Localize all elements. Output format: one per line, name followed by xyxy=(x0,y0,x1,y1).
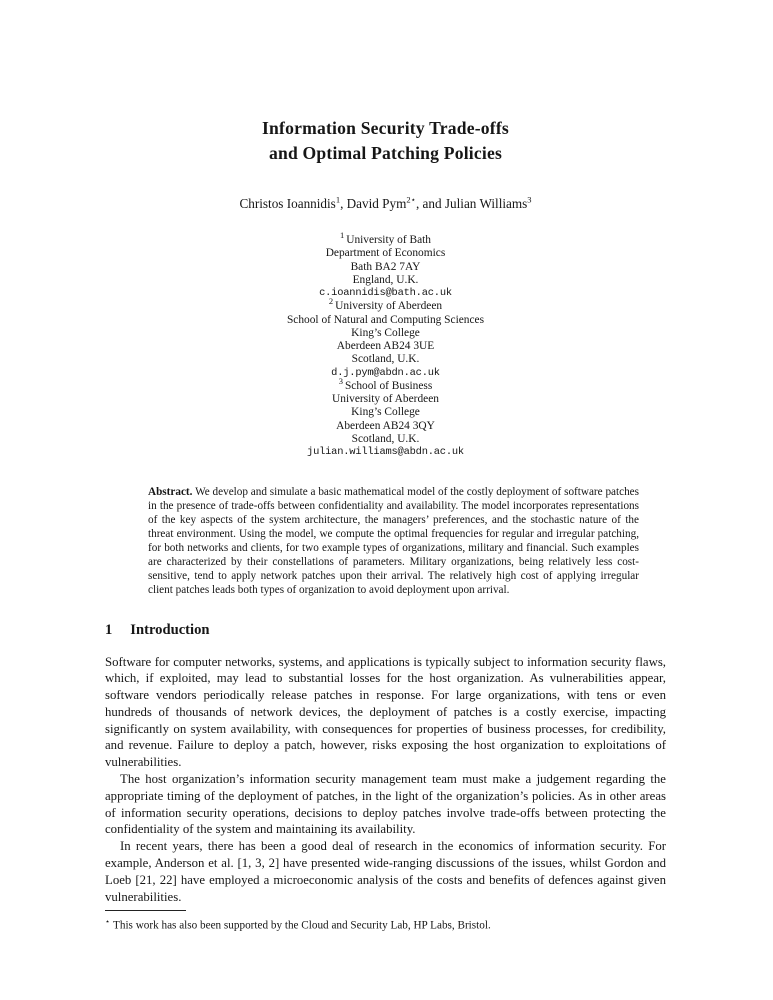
affiliation-line: $^2$ University of Aberdeen xyxy=(328,296,443,313)
body-text xyxy=(105,654,666,906)
author: Christos Ioannidis$^1$, xyxy=(239,194,347,211)
paper-title xyxy=(105,116,666,166)
affiliation-line: Scotland, U.K. xyxy=(351,353,420,366)
author: David Pym$^{2⋆}$, and xyxy=(346,194,445,211)
author: Julian Williams$^3$ xyxy=(444,194,532,211)
author-superscript: 2⋆ xyxy=(406,194,416,205)
paragraph: In recent years, there has been a good deal of research in the economics of information security. For example, Anderson et al. [1, 3, 2] have presented wide-ranging discussions of the issues, whilst Gordon and Loeb [21, 22] have employed a microeconomic analysis of the costs and benefits of defences against given vulnerabilities. xyxy=(105,839,666,904)
affiliation-email: c.ioannidis@bath.ac.uk xyxy=(319,287,452,299)
title-line-2: and Optimal Patching Policies xyxy=(268,143,503,163)
affiliation-line: Scotland, U.K. xyxy=(351,432,420,445)
footnote-rule xyxy=(105,910,186,911)
affiliation-line: King’s College xyxy=(351,326,420,339)
section-number: 1 xyxy=(105,621,113,638)
abstract-text: We develop and simulate a basic mathematical model of the costly deployment of software patches in the presence of trade-offs between confidentiality and availability. The model incorporates representations of the key aspects of the system architecture, the managers’ preferences, and the stochastic nature of the threat environment. Using the model, we compute the optimal frequencies for regular and irregular patching, for both networks and clients, for two example types of organizations, military and financial. Such examples are characterized by their constellations of parameters. Military organizations, being relatively less cost-sensitive, tend to apply network patches upon their arrival. The relatively high cost of applying irregular client patches leads both types of organization to avoid deployment upon arrival. xyxy=(148,486,639,596)
paragraph: Software for computer networks, systems, and applications is typically subject to information security flaws, which, if exploited, may lead to substantial losses for the host organization. As vulnerabilities appear, software vendors periodically release patches in response. For large organizations, with tens or even hundreds of thousands of network devices, the deployment of patches is a costly exercise, impacting significantly on system availability, with consequences for properties of business processes, for credibility, and revenue. Failure to deploy a patch, however, risks exposing the host organization to exploitations of vulnerabilities. xyxy=(105,654,666,770)
page-content xyxy=(105,0,666,934)
section-title: Introduction xyxy=(130,621,210,638)
author-separator: , xyxy=(340,196,347,211)
footnote-marker: ⋆ xyxy=(105,917,111,927)
affiliation-line: $^1$ University of Bath xyxy=(339,230,432,246)
affiliation-line: Aberdeen AB24 3QY xyxy=(336,419,435,432)
affiliation-line: King’s College xyxy=(351,406,420,419)
affiliation-line: School of Natural and Computing Sciences xyxy=(286,313,485,326)
affiliation-email: julian.williams@abdn.ac.uk xyxy=(307,446,464,458)
affiliation-email: d.j.pym@abdn.ac.uk xyxy=(331,366,440,379)
author-superscript: 3 xyxy=(527,194,532,205)
footnote xyxy=(105,910,666,933)
footnote-text: ⋆ This work has also been supported by the Cloud and Security Lab, HP Labs, Bristol. xyxy=(105,917,491,933)
affiliation-line: Department of Economics xyxy=(325,247,446,260)
author-separator: , and xyxy=(415,196,445,211)
affiliation-line: Aberdeen AB24 3UE xyxy=(336,340,435,352)
authors-line xyxy=(105,196,666,212)
title-line-1: Information Security Trade-offs xyxy=(262,118,509,138)
abstract-block xyxy=(148,486,639,597)
affiliation-line: University of Aberdeen xyxy=(332,393,439,405)
affiliations-block xyxy=(105,230,666,459)
author-superscript: 1 xyxy=(335,194,341,205)
affiliation-line: $^3$ School of Business xyxy=(338,375,433,392)
section-heading xyxy=(105,622,666,639)
affiliation-line: Bath BA2 7AY xyxy=(350,260,421,273)
affiliation-line: England, U.K. xyxy=(352,273,419,286)
abstract-label: Abstract. xyxy=(148,486,193,499)
paragraph: The host organization’s information security management team must make a judgement regarding the appropriate timing of the deployment of patches, in the light of the organization’s policies. As in other areas of information security operations, decisions to deploy patches involve trade-offs between protecting the confidentiality of the system and maintaining its availability. xyxy=(105,772,666,837)
